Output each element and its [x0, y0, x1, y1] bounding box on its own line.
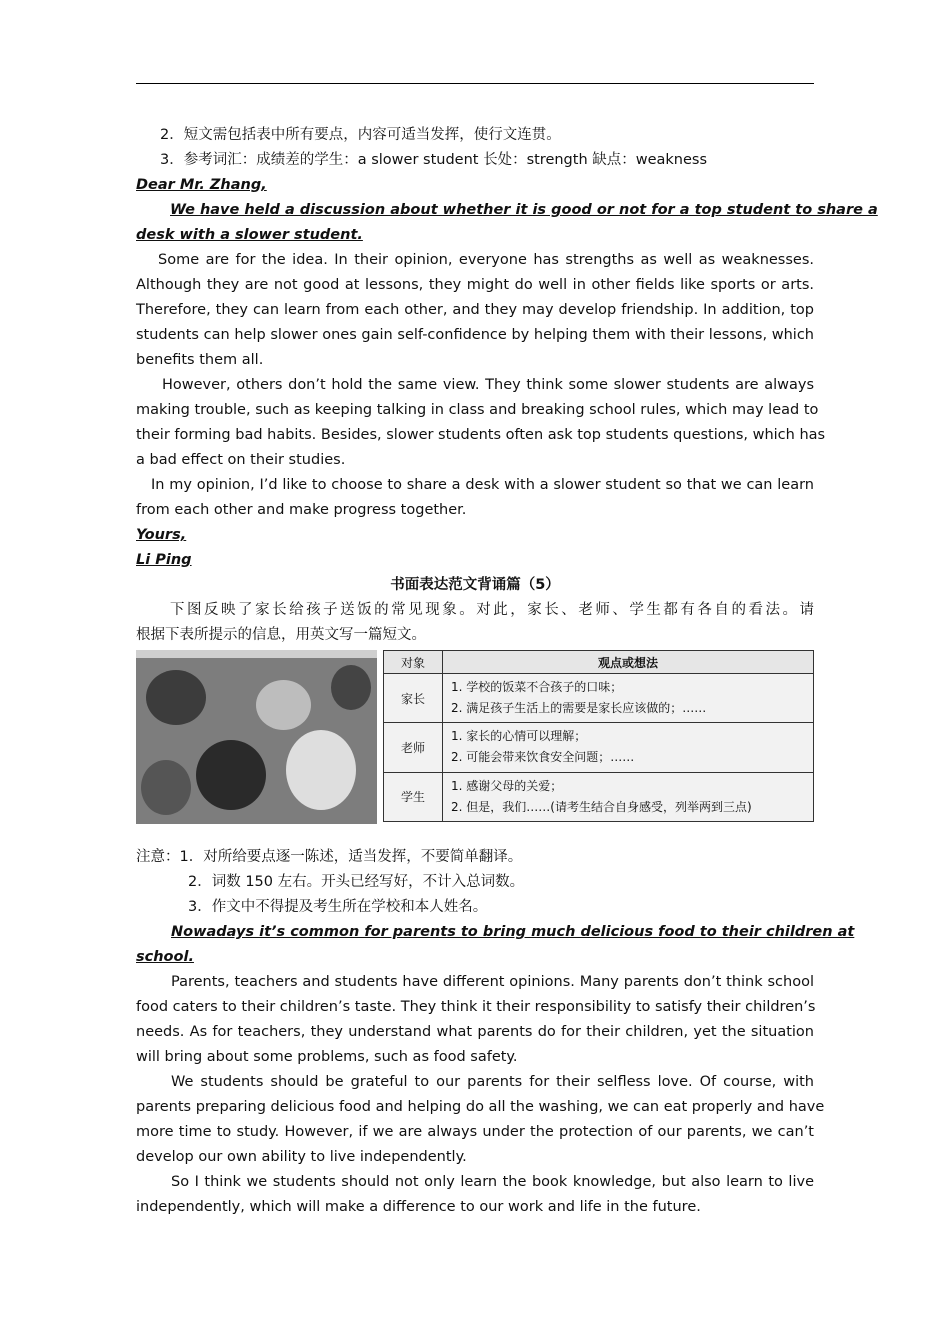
table-row-points	[443, 772, 814, 821]
table-point: 2. 满足孩子生活上的需要是家长应该做的；……	[451, 701, 707, 716]
table-point: 1. 学校的饭菜不合孩子的口味；	[451, 680, 623, 695]
essay-p2-line: parents preparing delicious food and helping do all the washing, we can eat properly and have	[136, 1099, 825, 1115]
table-row-points	[443, 674, 814, 723]
letter-p3-line: from each other and make progress together.	[136, 502, 467, 518]
letter-p1-line: Therefore, they can learn from each other, and they may develop friendship. In addition, top	[136, 302, 814, 318]
table-header-opinion: 观点或想法	[443, 651, 814, 674]
essay-p1-line: food caters to their children’s taste. They think it their responsibility to satisfy their children’s	[136, 999, 816, 1015]
letter-p2-line: making trouble, such as keeping talking in class and breaking school rules, which may lead to	[136, 402, 819, 418]
letter-p3-line: In my opinion, I’d like to choose to share a desk with a slower student so that we can learn	[151, 477, 814, 493]
table-row-subject: 家长	[384, 674, 443, 723]
essay-p1-line: will bring about some problems, such as food safety.	[136, 1049, 518, 1065]
letter-intro-line-1: We have held a discussion about whether it is good or not for a top student to share a	[170, 202, 878, 218]
table-row-subject: 学生	[384, 772, 443, 821]
letter-p2-line: their forming bad habits. Besides, slower students often ask top students questions, which has	[136, 427, 826, 443]
essay-p2-line: We students should be grateful to our parents for their selfless love. Of course, with	[171, 1074, 814, 1090]
essay-p2-line: develop our own ability to live independently.	[136, 1149, 467, 1165]
letter-intro-line-2: desk with a slower student.	[136, 227, 363, 243]
section-title: 书面表达范文背诵篇（5）	[390, 577, 560, 593]
table-point: 1. 感谢父母的关爱；	[451, 778, 563, 793]
note-2: 2．词数 150 左右。开头已经写好，不计入总词数。	[188, 874, 525, 890]
table-row-points	[443, 723, 814, 772]
letter-p1-line: students can help slower ones gain self-confidence by helping them with their lessons, which	[136, 327, 814, 343]
essay-opening-line-1: Nowadays it’s common for parents to bring much delicious food to their children at	[171, 924, 855, 940]
requirement-3: 3．参考词汇：成绩差的学生：a slower student 长处：strength 缺点：weakness	[160, 152, 708, 168]
letter-closing: Yours,	[136, 527, 187, 543]
letter-p1-line: Some are for the idea. In their opinion, everyone has strengths as well as weaknesses.	[158, 252, 814, 268]
table-point: 2. 可能会带来饮食安全问题；……	[451, 750, 635, 765]
note-3: 3．作文中不得提及考生所在学校和本人姓名。	[188, 899, 488, 915]
table-point: 1. 家长的心情可以理解；	[451, 729, 587, 744]
prompt-line-1: 下图反映了家长给孩子送饭的常见现象。对此，家长、老师、学生都有各自的看法。请	[170, 602, 814, 618]
requirement-2: 2．短文需包括表中所有要点，内容可适当发挥，使行文连贯。	[160, 127, 561, 143]
letter-signature: Li Ping	[136, 552, 192, 568]
table-row-subject: 老师	[384, 723, 443, 772]
table-header-subject: 对象	[384, 651, 443, 674]
essay-p3-line: So I think we students should not only learn the book knowledge, but also learn to live	[171, 1174, 814, 1190]
table-point: 2. 但是，我们……(请考生结合自身感受，列举两到三点)	[451, 799, 752, 814]
essay-p1-line: needs. As for teachers, they understand what parents do for their children, yet the situation	[136, 1024, 814, 1040]
note-1: 注意：1．对所给要点逐一陈述，适当发挥，不要简单翻译。	[136, 849, 523, 865]
essay-p1-line: Parents, teachers and students have different opinions. Many parents don’t think school	[171, 974, 814, 990]
opinion-table	[383, 650, 814, 822]
essay-p2-line: more time to study. However, if we are always under the protection of our parents, we can’t	[136, 1124, 814, 1140]
essay-opening-line-2: school.	[136, 949, 194, 965]
top-rule	[136, 83, 814, 84]
parents-crowd-photo	[136, 650, 377, 824]
letter-salutation: Dear Mr. Zhang,	[136, 177, 267, 193]
letter-p2-line: a bad effect on their studies.	[136, 452, 346, 468]
letter-p2-line: However, others don’t hold the same view. They think some slower students are always	[162, 377, 814, 393]
prompt-figure	[136, 650, 814, 824]
letter-p1-line: Although they are not good at lessons, they might do well in other fields like sports or arts.	[136, 277, 814, 293]
letter-p1-line: benefits them all.	[136, 352, 264, 368]
prompt-line-2: 根据下表所提示的信息，用英文写一篇短文。	[136, 627, 426, 643]
essay-p3-line: independently, which will make a difference to our work and life in the future.	[136, 1199, 701, 1215]
